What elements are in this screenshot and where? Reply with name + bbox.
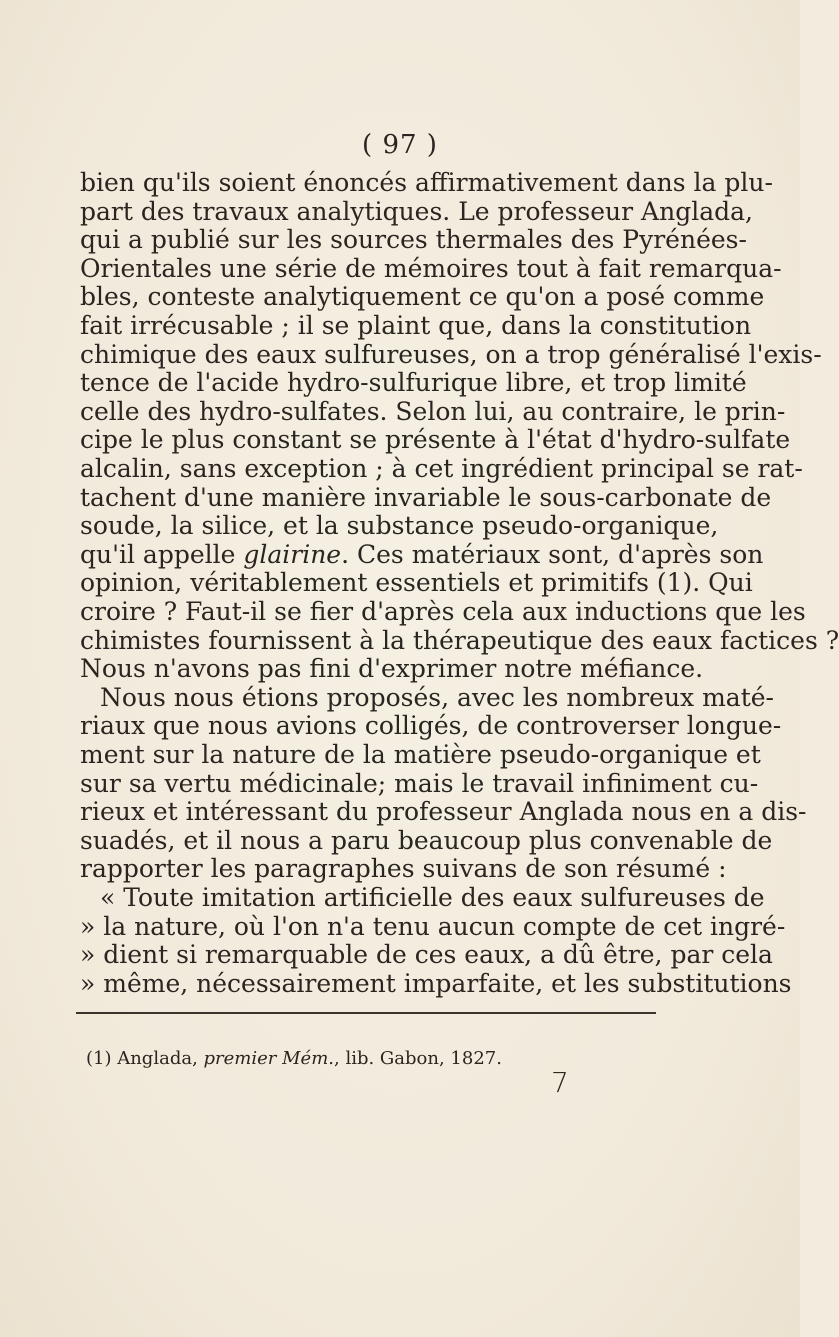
quote-line: » la nature, où l'on n'a tenu aucun compte de cet ingré-	[80, 911, 786, 941]
body-line: celle des hydro-sulfates. Selon lui, au contraire, le prin-	[80, 396, 786, 426]
italic-term: glairine	[243, 539, 342, 569]
body-line: rapporter les paragraphes suivans de son résumé :	[80, 854, 727, 884]
quote-line: » même, nécessairement imparfaite, et les substitutions	[80, 968, 792, 998]
body-text: qu'il appelle	[80, 539, 244, 569]
body-line: bien qu'ils soient énoncés affirmativement dans la plu-	[80, 168, 773, 197]
body-line: soude, la silice, et la substance pseudo-organique,	[80, 511, 719, 541]
body-line: opinion, véritablement essentiels et primitifs (1). Qui	[80, 568, 753, 598]
body-line: sur sa vertu médicinale; mais le travail infiniment cu-	[80, 768, 759, 798]
body-line: Nous nous étions proposés, avec les nombreux maté-	[100, 682, 774, 712]
body-line: chimistes fournissent à la thérapeutique des eaux factices ?	[80, 625, 839, 655]
body-line: rieux et intéressant du professeur Anglada nous en a dis-	[80, 797, 807, 827]
quote-line: « Toute imitation artificielle des eaux sulfureuses de	[100, 883, 765, 912]
footnote-text: , lib. Gabon, 1827.	[334, 1048, 502, 1069]
body-line: croire ? Faut-il se fier d'après cela aux inductions que les	[80, 597, 806, 626]
body-line-with-italic	[80, 539, 764, 570]
footnote-text: (1) Anglada,	[86, 1048, 204, 1069]
body-line: part des travaux analytiques. Le professeur Anglada,	[80, 196, 753, 226]
body-text: . Ces matériaux sont, d'après son	[341, 539, 764, 569]
body-line: alcalin, sans exception ; à cet ingrédient principal se rat-	[80, 454, 803, 483]
footnote-rule	[76, 1012, 656, 1014]
body-line: tachent d'une manière invariable le sous-carbonate de	[80, 482, 772, 512]
body-line: riaux que nous avions colligés, de controverser longue-	[80, 711, 782, 741]
page-number: ( 97 )	[362, 130, 438, 160]
body-line: bles, conteste analytiquement ce qu'on a posé comme	[80, 282, 765, 312]
body-line: qui a publié sur les sources thermales des Pyrénées-	[80, 225, 747, 255]
body-line: tence de l'acide hydro-sulfurique libre, et trop limité	[80, 368, 747, 398]
signature-mark: 7	[551, 1066, 569, 1099]
body-line: Nous n'avons pas fini d'exprimer notre méfiance.	[80, 654, 704, 684]
body-line: suadés, et il nous a paru beaucoup plus convenable de	[80, 825, 773, 855]
body-line: chimique des eaux sulfureuses, on a trop généralisé l'exis-	[80, 339, 822, 369]
body-line: cipe le plus constant se présente à l'état d'hydro-sulfate	[80, 425, 791, 455]
body-line: ment sur la nature de la matière pseudo-organique et	[80, 740, 761, 769]
footnote-italic: premier Mém.	[203, 1048, 334, 1069]
body-line: Orientales une série de mémoires tout à fait remarqua-	[80, 253, 782, 283]
footnote	[86, 1048, 502, 1069]
quote-line: » dient si remarquable de ces eaux, a dû être, par cela	[80, 940, 773, 970]
body-line: fait irrécusable ; il se plaint que, dans la constitution	[80, 311, 752, 340]
